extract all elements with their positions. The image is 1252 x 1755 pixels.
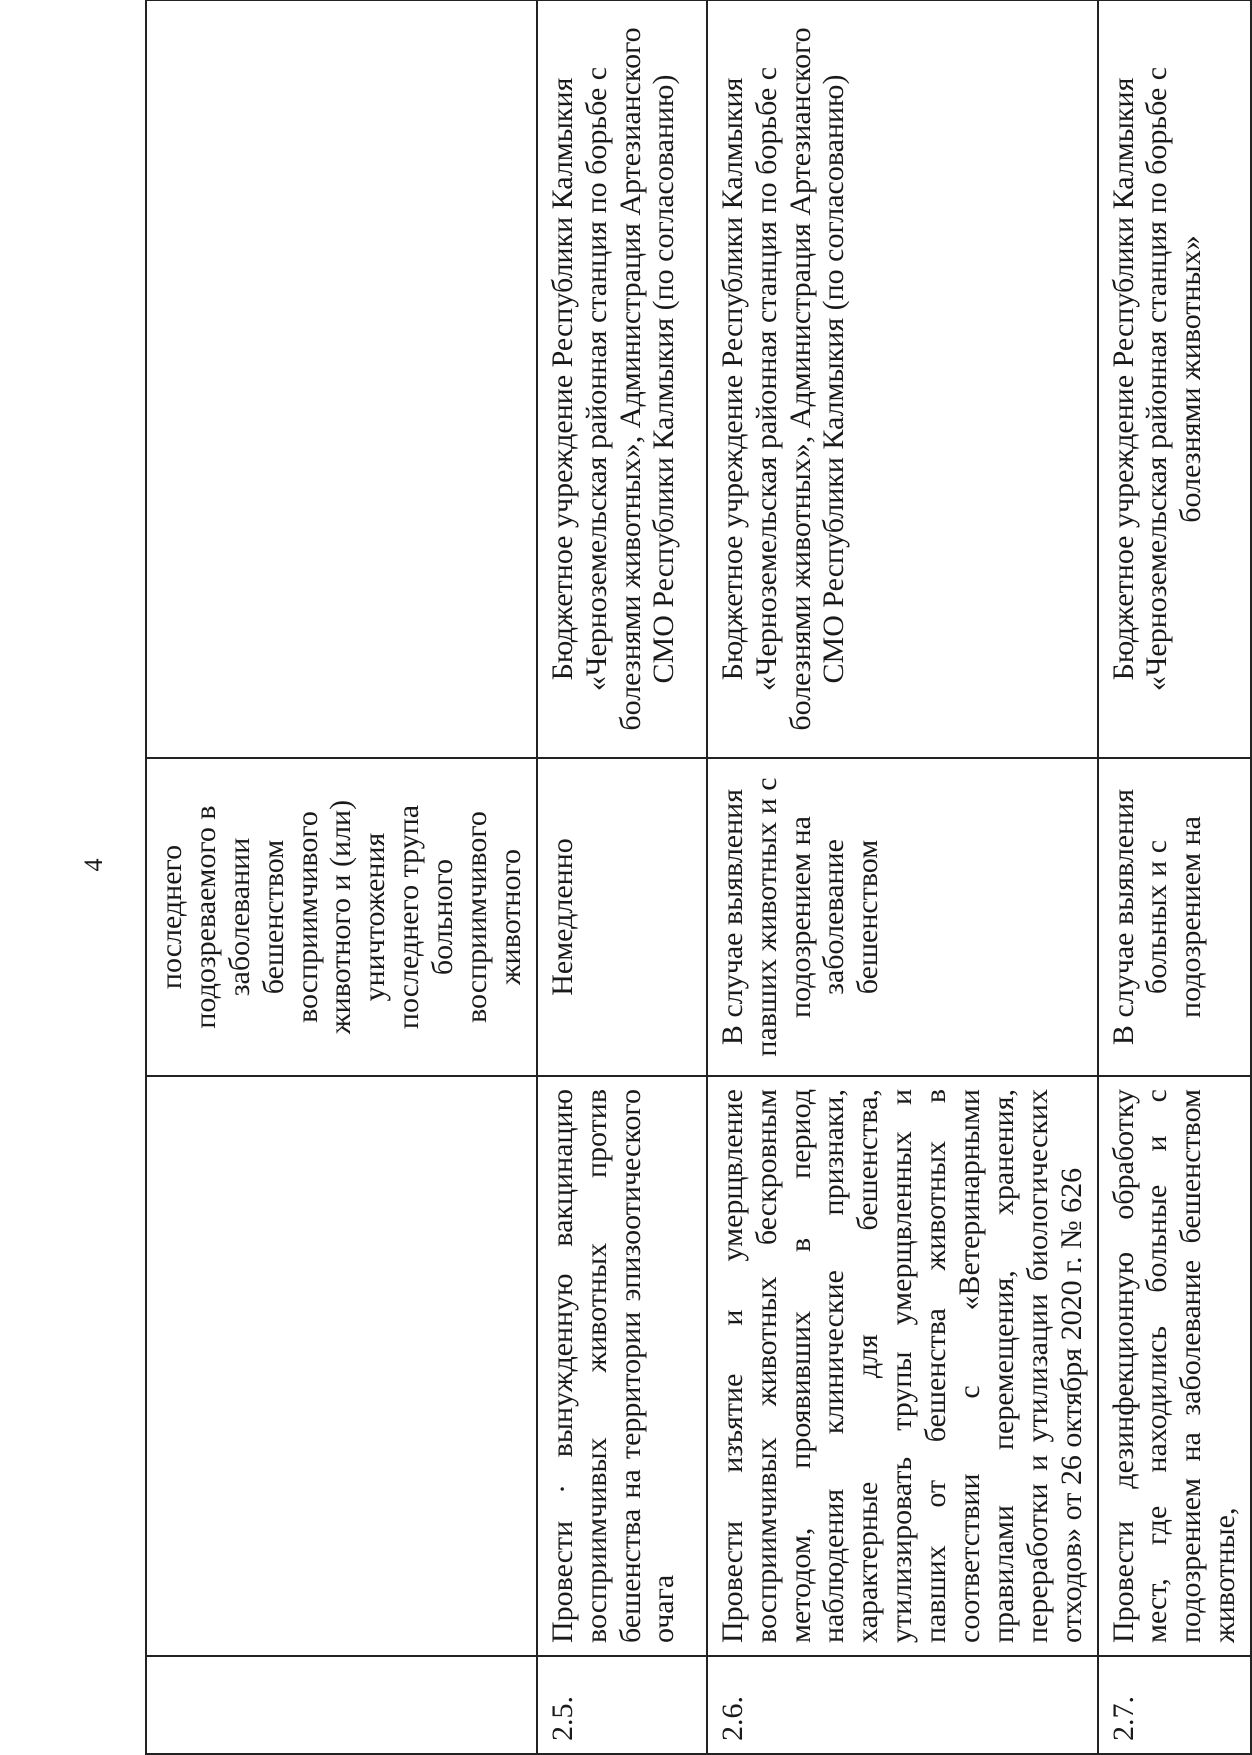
row-number-cell: [146, 1656, 537, 1754]
deadline-cell: Немедленно: [537, 758, 707, 1076]
row-number-cell: 2.5.: [537, 1656, 707, 1754]
table-row-continuation: [146, 0, 537, 1754]
deadline-cell: последнего подозреваемого в заболевании бешенством восприимчивого животного и (или) уничтожения последнего трупа больного восприимчивого животного: [146, 758, 537, 1076]
executor-cell: Бюджетное учреждение Республики Калмыкия «Черноземельская районная станция по борьбе с болезнями животных»: [1098, 0, 1252, 758]
measure-cell: [146, 1076, 537, 1656]
executor-cell: [146, 0, 537, 758]
row-number-cell: 2.6.: [707, 1656, 1098, 1754]
row-number-cell: 2.7.: [1098, 1656, 1252, 1754]
table-row-2-6: [707, 0, 1098, 1754]
executor-cell: Бюджетное учреждение Республики Калмыкия «Черноземельская районная станция по борьбе с болезнями животных», Администрация Артезианского СМО Республики Калмыкия (по согласованию): [707, 0, 1098, 758]
measure-cell: Провести изъятие и умерщвление восприимчивых животных бескровным методом, проявивших в период наблюдения клинические признаки, характерные для бешенства, утилизировать трупы умерщвленных и павших от бешенства животных в соответствии с «Ветеринарными правилами перемещения, хранения, переработки и утилизации биологических отходов» от 26 октября 2020 г. № 626: [707, 1076, 1098, 1656]
executor-cell: Бюджетное учреждение Республики Калмыкия «Черноземельская районная станция по борьбе с болезнями животных», Администрация Артезианского СМО Республики Калмыкия (по согласованию): [537, 0, 707, 758]
deadline-cell: В случае выявления павших животных и с подозрением на заболевание бешенством: [707, 758, 1098, 1076]
table-row-2-5: [537, 0, 707, 1754]
measure-cell: Провести дезинфекционную обработку мест, где находились больные и с подозрением на заболевание бешенством животные,: [1098, 1076, 1252, 1656]
measures-table: [145, 0, 1252, 1755]
page-number: 4: [79, 858, 108, 872]
deadline-cell: В случае выявления больных и с подозрением на: [1098, 758, 1252, 1076]
measure-cell: Провести · вынужденную вакцинацию восприимчивых животных против бешенства на территории эпизоотического очага: [537, 1076, 707, 1656]
table-row-2-7: [1098, 0, 1252, 1754]
